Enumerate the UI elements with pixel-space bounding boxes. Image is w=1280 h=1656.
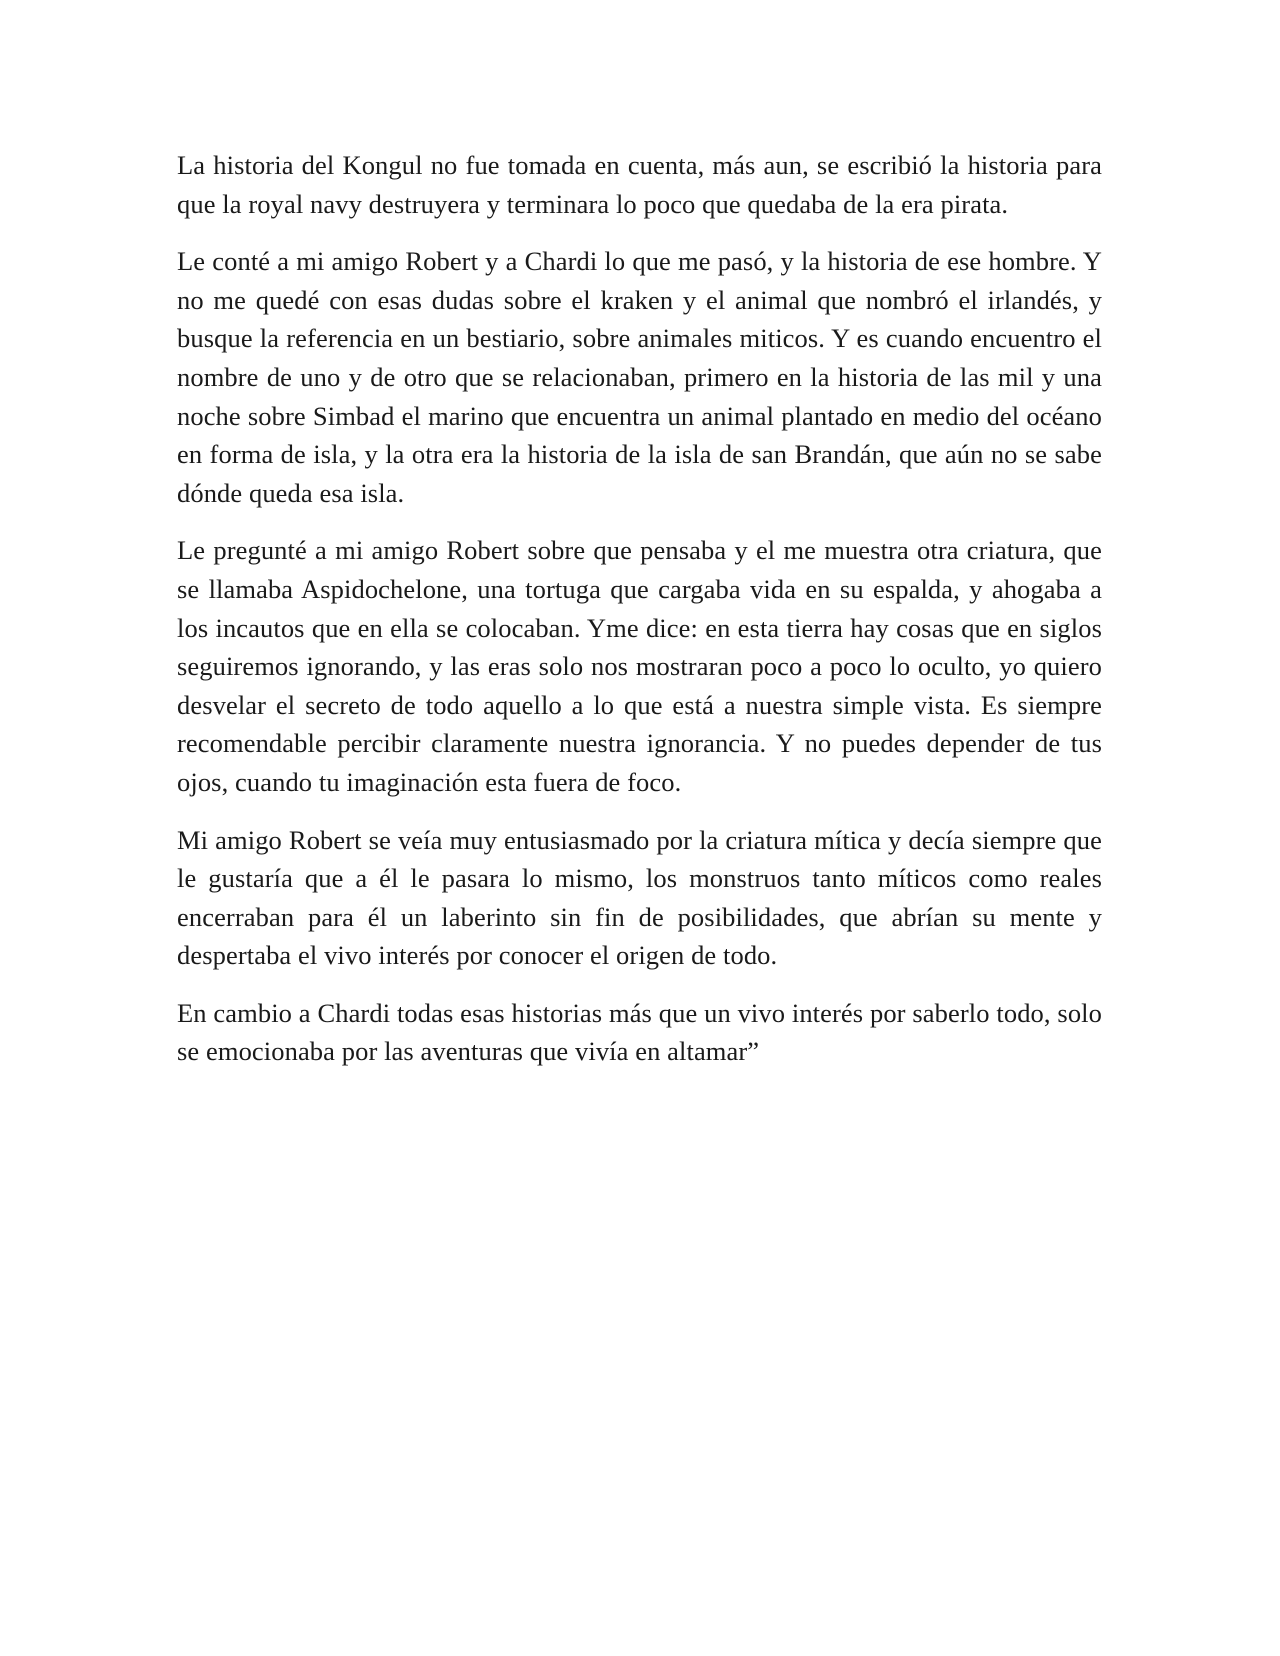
paragraph-2: Le conté a mi amigo Robert y a Chardi lo que me pasó, y la historia de ese hombre. Y no me quedé con esas dudas sobre el kraken y el animal que nombró el irlandés, y busque la referencia en un bestiario, sobre animales miticos. Y es cuando encuentro el nombre de uno y de otro que se relacionaban, primero en la historia de las mil y una noche sobre Simbad el marino que encuentra un animal plantado en medio del océano en forma de isla, y la otra era la historia de la isla de san Brandán, que aún no se sabe dónde queda esa isla. (177, 246, 1102, 508)
paragraph-4: Mi amigo Robert se veía muy entusiasmado por la criatura mítica y decía siempre que le gustaría que a él le pasara lo mismo, los monstruos tanto míticos como reales encerraban para él un laberinto sin fin de posibilidades, que abrían su mente y despertaba el vivo interés por conocer el origen de todo. (177, 824, 1102, 971)
paragraph-1: La historia del Kongul no fue tomada en cuenta, más aun, se escribió la historia para que la royal navy destruyera y terminara lo poco que quedaba de la era pirata. (177, 150, 1102, 219)
document-body (177, 146, 1102, 1071)
paragraph-5: En cambio a Chardi todas esas historias más que un vivo interés por saberlo todo, solo se emocionaba por las aventuras que vivía en altamar” (177, 997, 1102, 1067)
paragraph-3: Le pregunté a mi amigo Robert sobre que pensaba y el me muestra otra criatura, que se llamaba Aspidochelone, una tortuga que cargaba vida en su espalda, y ahogaba a los incautos que en ella se colocaban. Yme dice: en esta tierra hay cosas que en siglos seguiremos ignorando, y las eras solo nos mostraran poco a poco lo oculto, yo quiero desvelar el secreto de todo aquello a lo que está a nuestra simple vista. Es siempre recomendable percibir claramente nuestra ignorancia. Y no puedes depender de tus ojos, cuando tu imaginación esta fuera de foco. (177, 535, 1102, 797)
